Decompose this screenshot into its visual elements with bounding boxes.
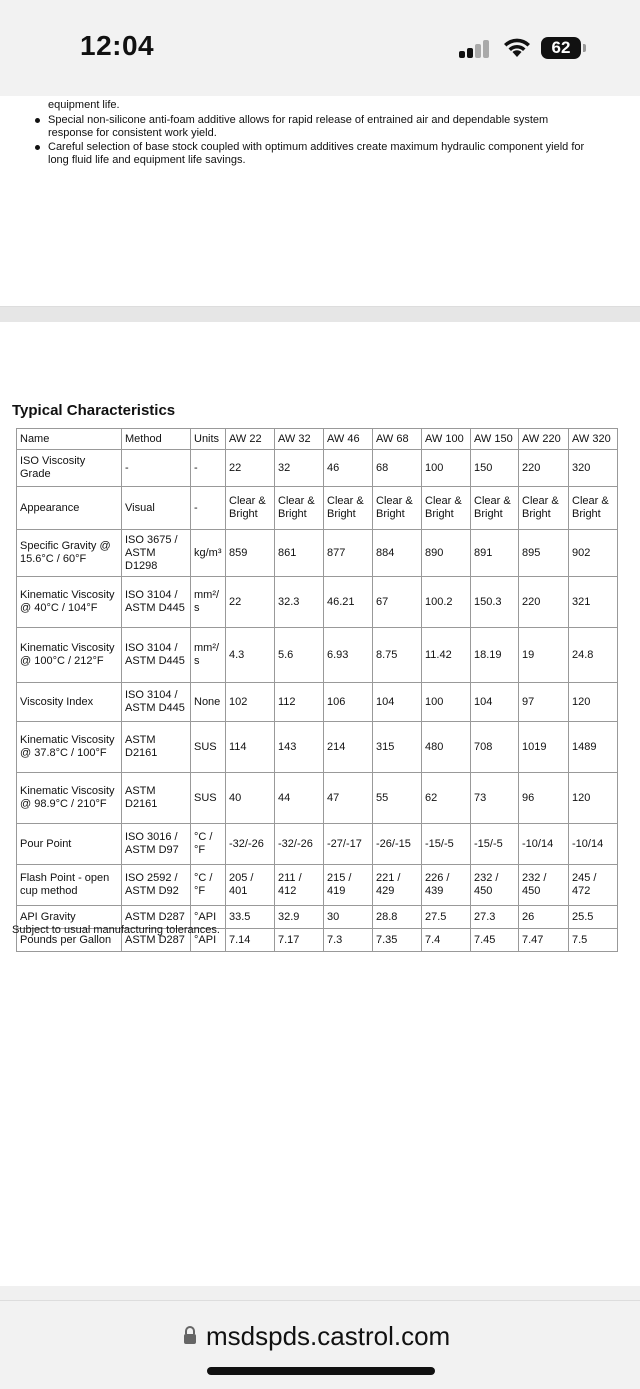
table-cell: 68 (373, 450, 422, 487)
table-cell: 226 / 439 (422, 865, 471, 906)
cellular-signal-icon (459, 40, 491, 58)
list-item-line: Special non-silicone anti-foam additive allows for rapid release of entrained air and dependable system (48, 114, 549, 126)
row-label: Kinematic Viscosity @ 98.9°C / 210°F (17, 773, 122, 824)
table-cell: SUS (191, 773, 226, 824)
table-cell: ISO 3104 / ASTM D445 (122, 577, 191, 628)
table-cell: ISO 3104 / ASTM D445 (122, 683, 191, 722)
column-header: AW 46 (324, 429, 373, 450)
row-label: Viscosity Index (17, 683, 122, 722)
table-cell: °C / °F (191, 865, 226, 906)
column-header: Name (17, 429, 122, 450)
list-item-fragment: equipment life. (48, 99, 120, 111)
table-cell: 7.45 (471, 929, 519, 952)
table-cell: 861 (275, 530, 324, 577)
table-cell: -15/-5 (471, 824, 519, 865)
table-cell: Clear & Bright (226, 487, 275, 530)
table-cell: Clear & Bright (275, 487, 324, 530)
table-cell: 46 (324, 450, 373, 487)
table-header-row (17, 429, 618, 450)
table-cell: 104 (373, 683, 422, 722)
table-cell: 7.3 (324, 929, 373, 952)
row-label: API Gravity (17, 906, 122, 929)
column-header: Units (191, 429, 226, 450)
address-bar[interactable] (0, 1300, 640, 1389)
page-separator (0, 306, 640, 323)
table-cell: None (191, 683, 226, 722)
table-cell: 4.3 (226, 628, 275, 683)
column-header: AW 22 (226, 429, 275, 450)
document-page (0, 322, 640, 1286)
table-cell: 215 / 419 (324, 865, 373, 906)
list-item-line: Careful selection of base stock coupled with optimum additives create maximum hydraulic component yield for (48, 141, 585, 153)
column-header: AW 220 (519, 429, 569, 450)
table-cell: 24.8 (569, 628, 618, 683)
table-cell: 19 (519, 628, 569, 683)
table-cell: -32/-26 (226, 824, 275, 865)
table-cell: 96 (519, 773, 569, 824)
table-cell: ASTM D2161 (122, 773, 191, 824)
table-cell: 6.93 (324, 628, 373, 683)
status-time: 12:04 (80, 30, 155, 61)
table-cell: 44 (275, 773, 324, 824)
table-cell: 22 (226, 577, 275, 628)
row-label: Appearance (17, 487, 122, 530)
table-cell: Clear & Bright (519, 487, 569, 530)
table-cell: 150 (471, 450, 519, 487)
lock-icon (183, 1325, 197, 1345)
table-cell: 104 (471, 683, 519, 722)
table-cell: -26/-15 (373, 824, 422, 865)
table-cell: Clear & Bright (471, 487, 519, 530)
column-header: AW 320 (569, 429, 618, 450)
table-cell: mm²/s (191, 577, 226, 628)
table-cell: 890 (422, 530, 471, 577)
table-cell: SUS (191, 722, 226, 773)
table-cell: 62 (422, 773, 471, 824)
table-cell: 315 (373, 722, 422, 773)
table-cell: °C / °F (191, 824, 226, 865)
table-cell: ASTM D2161 (122, 722, 191, 773)
table-row (17, 824, 618, 865)
characteristics-table (16, 428, 618, 952)
table-row (17, 530, 618, 577)
table-cell: ISO 2592 / ASTM D92 (122, 865, 191, 906)
table-cell: 877 (324, 530, 373, 577)
row-label: Pounds per Gallon (17, 929, 122, 952)
row-label: Kinematic Viscosity @ 40°C / 104°F (17, 577, 122, 628)
table-cell: Clear & Bright (324, 487, 373, 530)
table-cell: 220 (519, 450, 569, 487)
table-cell: 100 (422, 450, 471, 487)
column-header: AW 150 (471, 429, 519, 450)
table-cell: 7.14 (226, 929, 275, 952)
table-cell: 321 (569, 577, 618, 628)
table-cell: -15/-5 (422, 824, 471, 865)
table-cell: 55 (373, 773, 422, 824)
list-item (48, 141, 640, 167)
table-cell: 27.5 (422, 906, 471, 929)
table-cell: 100 (422, 683, 471, 722)
row-label: Kinematic Viscosity @ 100°C / 212°F (17, 628, 122, 683)
table-cell: -10/14 (569, 824, 618, 865)
table-cell: 33.5 (226, 906, 275, 929)
table-cell: 27.3 (471, 906, 519, 929)
status-bar (0, 0, 640, 96)
table-cell: 112 (275, 683, 324, 722)
row-label: Kinematic Viscosity @ 37.8°C / 100°F (17, 722, 122, 773)
table-cell: 150.3 (471, 577, 519, 628)
table-cell: 895 (519, 530, 569, 577)
table-cell: 884 (373, 530, 422, 577)
table-cell: 214 (324, 722, 373, 773)
table-cell: -10/14 (519, 824, 569, 865)
table-cell: 67 (373, 577, 422, 628)
table-cell: ISO 3104 / ASTM D445 (122, 628, 191, 683)
table-cell: °API (191, 906, 226, 929)
table-cell: 902 (569, 530, 618, 577)
table-cell: 32 (275, 450, 324, 487)
table-cell: Clear & Bright (569, 487, 618, 530)
row-label: Pour Point (17, 824, 122, 865)
table-cell: 708 (471, 722, 519, 773)
table-cell: - (191, 487, 226, 530)
table-cell: 32.9 (275, 906, 324, 929)
table-cell: 100.2 (422, 577, 471, 628)
column-header: AW 68 (373, 429, 422, 450)
table-cell: 11.42 (422, 628, 471, 683)
row-label: Flash Point - open cup method (17, 865, 122, 906)
column-header: AW 100 (422, 429, 471, 450)
table-row (17, 773, 618, 824)
table-cell: 211 / 412 (275, 865, 324, 906)
table-cell: kg/m³ (191, 530, 226, 577)
row-label: Specific Gravity @ 15.6°C / 60°F (17, 530, 122, 577)
table-cell: 32.3 (275, 577, 324, 628)
table-cell: - (122, 450, 191, 487)
table-row (17, 628, 618, 683)
table-cell: 47 (324, 773, 373, 824)
column-header: AW 32 (275, 429, 324, 450)
home-indicator[interactable] (207, 1367, 435, 1375)
table-row (17, 722, 618, 773)
footnote: Subject to usual manufacturing tolerances. (12, 924, 220, 936)
table-cell: - (191, 450, 226, 487)
table-cell: 7.4 (422, 929, 471, 952)
table-cell: 30 (324, 906, 373, 929)
table-cell: 106 (324, 683, 373, 722)
table-cell: 5.6 (275, 628, 324, 683)
table-cell: 97 (519, 683, 569, 722)
table-cell: °API (191, 929, 226, 952)
table-cell: ISO 3675 / ASTM D1298 (122, 530, 191, 577)
table-cell: 102 (226, 683, 275, 722)
table-cell: 22 (226, 450, 275, 487)
list-item-line: long fluid life and equipment life savings. (48, 154, 246, 166)
list-item (48, 114, 640, 140)
table-cell: ASTM D287 (122, 929, 191, 952)
battery-nub (583, 44, 586, 52)
table-cell: 232 / 450 (519, 865, 569, 906)
table-cell: 73 (471, 773, 519, 824)
table-cell: 40 (226, 773, 275, 824)
table-cell: 143 (275, 722, 324, 773)
battery-icon: 62 (541, 37, 581, 59)
table-cell: 25.5 (569, 906, 618, 929)
table-cell: Visual (122, 487, 191, 530)
table-cell: ISO 3016 / ASTM D97 (122, 824, 191, 865)
table-cell: ASTM D287 (122, 906, 191, 929)
table-cell: 859 (226, 530, 275, 577)
table-cell: 245 / 472 (569, 865, 618, 906)
table-cell: 18.19 (471, 628, 519, 683)
table-cell: 7.35 (373, 929, 422, 952)
table-cell: 26 (519, 906, 569, 929)
table-cell: 205 / 401 (226, 865, 275, 906)
table-row (17, 683, 618, 722)
table-cell: mm²/s (191, 628, 226, 683)
document-page-top (0, 96, 640, 306)
section-title: Typical Characteristics (12, 402, 176, 419)
table-cell: 891 (471, 530, 519, 577)
table-cell: 220 (519, 577, 569, 628)
table-cell: 28.8 (373, 906, 422, 929)
table-cell: Clear & Bright (422, 487, 471, 530)
table-row (17, 865, 618, 906)
table-cell: 232 / 450 (471, 865, 519, 906)
table-cell: 1489 (569, 722, 618, 773)
table-cell: 114 (226, 722, 275, 773)
row-label: ISO Viscosity Grade (17, 450, 122, 487)
column-header: Method (122, 429, 191, 450)
table-cell: 7.17 (275, 929, 324, 952)
table-cell: 480 (422, 722, 471, 773)
table-cell: 7.5 (569, 929, 618, 952)
table-cell: 120 (569, 773, 618, 824)
url-text[interactable]: msdspds.castrol.com (206, 1321, 451, 1351)
feature-list (0, 99, 640, 167)
wifi-icon (502, 36, 532, 58)
table-row (17, 450, 618, 487)
table-cell: 221 / 429 (373, 865, 422, 906)
table-cell: 46.21 (324, 577, 373, 628)
table-cell: 7.47 (519, 929, 569, 952)
table-cell: -27/-17 (324, 824, 373, 865)
table-cell: 320 (569, 450, 618, 487)
table-cell: 120 (569, 683, 618, 722)
table-cell: 1019 (519, 722, 569, 773)
table-row (17, 577, 618, 628)
table-row (17, 487, 618, 530)
table-cell: Clear & Bright (373, 487, 422, 530)
table-cell: 8.75 (373, 628, 422, 683)
list-item-line: response for consistent work yield. (48, 127, 217, 139)
table-cell: -32/-26 (275, 824, 324, 865)
